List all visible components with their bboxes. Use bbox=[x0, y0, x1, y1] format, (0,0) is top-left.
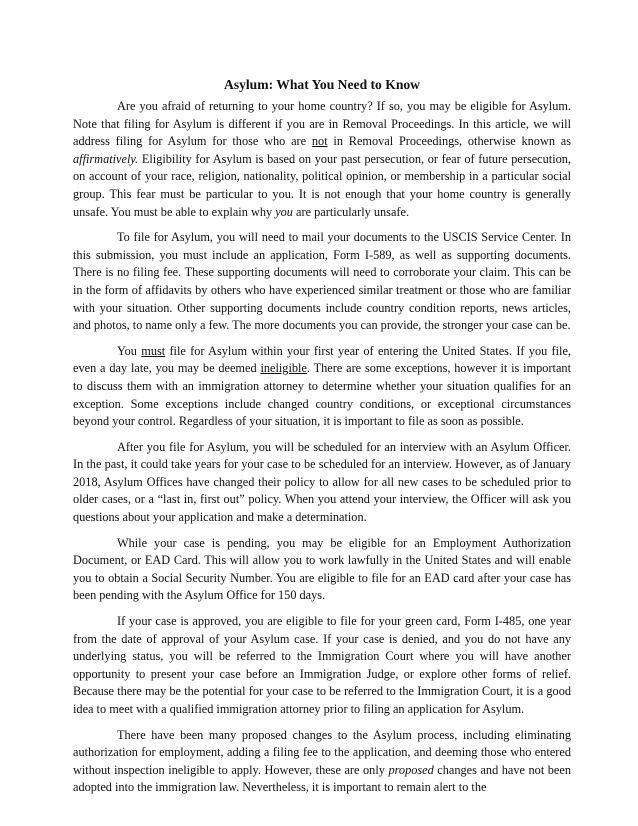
p3-text-b: file for Asylum within your first year of entering the United States. If you file, even a day late, you may be deemed bbox=[73, 343, 571, 376]
p7-emphasis-proposed: proposed bbox=[388, 762, 434, 777]
paragraph-interview: After you file for Asylum, you will be scheduled for an interview with an Asylum Officer. In the past, it could take years for your case to be scheduled for an interview. However, as of January 2018, Asylum Offices have changed their policy to allow for all new cases to be scheduled prior to older cases, or a “last in, first out” policy. When you attend your interview, the Officer will ask you questions about your application and make a determination. bbox=[73, 439, 571, 525]
p1-text-c: Eligibility for Asylum is based on your past persecution, or fear of future persecution, on account of your race, religion, nationality, political opinion, or membership in a particular social group. This fear must be particular to you. It is not enough that your home country is generally unsafe. You must be able to explain why bbox=[73, 151, 571, 219]
p3-emphasis-must: must bbox=[141, 343, 166, 358]
p1-emphasis-you: you bbox=[275, 204, 293, 219]
paragraph-eligibility bbox=[73, 98, 571, 221]
paragraph-outcome: If your case is approved, you are eligible to file for your green card, Form I-485, one year from the date of approval of your Asylum case. If your case is denied, and you do not have any underlying status, you will be referred to the Immigration Court where you will have another opportunity to present your case before an Immigration Judge, or explore other forms of relief. Because there may be the potential for your case to be referred to the Immigration Court, it is a good idea to meet with a qualified immigration attorney prior to filing an application for Asylum. bbox=[73, 614, 571, 716]
paragraph-deadline bbox=[73, 343, 571, 431]
p1-emphasis-affirmatively: affirmatively. bbox=[73, 151, 139, 166]
paragraph-proposed-changes bbox=[73, 727, 571, 797]
document-title: Asylum: What You Need to Know bbox=[224, 77, 420, 92]
p1-text-a: Are you afraid of returning to your home country? If so, you may be eligible for Asylum. Note that filing for Asylum is different if you are in Removal Proceedings. In this article, we will address filing for Asylum for those who are bbox=[73, 99, 571, 149]
p3-text-c: . There are some exceptions, however it is important to discuss them with an immigration attorney to determine whether your situation qualifies for an exception. Some exceptions include changed country conditions, or exceptional circumstances beyond your control. Regardless of your situation, it is important to file as soon as possible. bbox=[73, 361, 571, 429]
paragraph-ead: While your case is pending, you may be eligible for an Employment Authorization Document, or EAD Card. This will allow you to work lawfully in the United States and will enable you to obtain a Social Security Number. You are eligible to file for an EAD card after your case has been pending with the Asylum Office for 150 days. bbox=[73, 535, 571, 603]
paragraph-filing: To file for Asylum, you will need to mail your documents to the USCIS Service Center. In this submission, you must include an application, Form I-589, as well as supporting documents. There is no filing fee. These supporting documents will need to corroborate your claim. This can be in the form of affidavits by others who have experienced similar treatment or those who are familiar with your situation. Other supporting documents include country condition reports, news articles, and photos, to name only a few. The more documents you can provide, the stronger your case can be. bbox=[73, 230, 571, 333]
p1-text-d: are particularly unsafe. bbox=[292, 204, 410, 219]
p3-emphasis-ineligible: ineligible bbox=[260, 361, 307, 376]
p1-text-b: in Removal Proceedings, otherwise known as bbox=[327, 134, 572, 149]
p3-text-a: You bbox=[117, 343, 142, 358]
p7-text-a: There have been many proposed changes to the Asylum process, including eliminating authorization for employment, adding a filing fee to the application, and deeming those who entered without inspection ineligible to apply. However, these are only bbox=[73, 727, 571, 777]
p7-text-b: changes and have not been adopted into the immigration law. Nevertheless, it is important to remain alert to the bbox=[73, 762, 571, 795]
p1-emphasis-not: not bbox=[311, 134, 328, 149]
